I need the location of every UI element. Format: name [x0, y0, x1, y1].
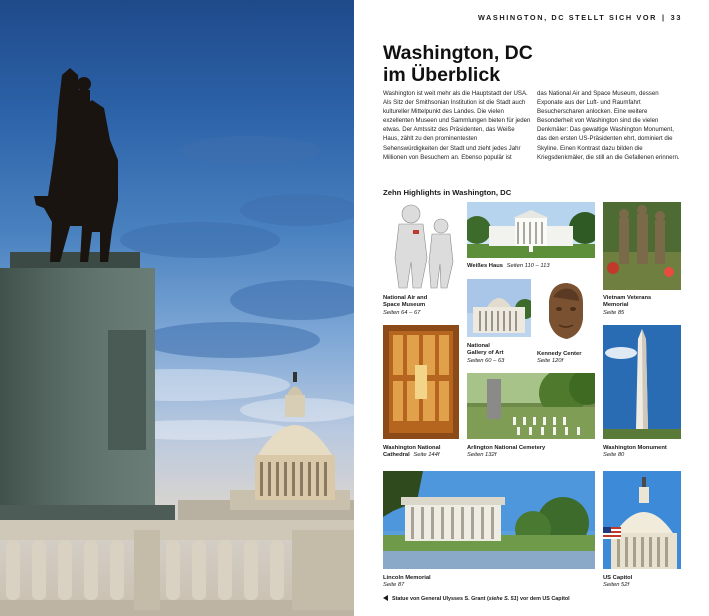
vietnam-veterans-memorial-caption	[603, 295, 651, 317]
vietnam-name-2: Memorial	[603, 302, 629, 309]
kennedy-center-photo	[537, 279, 595, 345]
cathedral-name-1: Washington National	[383, 445, 441, 451]
vietnam-name-1: Vietnam Veterans	[603, 295, 652, 301]
air-space-museum-pages: Seiten 64 – 67	[383, 309, 421, 316]
white-house-caption	[467, 263, 550, 270]
white-house-pages: Seiten 110 – 113	[506, 263, 550, 269]
lincoln-name: Lincoln Memorial	[383, 575, 431, 581]
us-capitol-caption	[603, 575, 632, 590]
air-space-museum-caption	[383, 295, 427, 317]
national-cathedral-photo	[383, 325, 459, 439]
photo-credit-ref: siehe S. 51	[488, 596, 517, 602]
air-space-museum-name-1: National Air and	[383, 295, 428, 301]
arlington-cemetery-photo	[467, 373, 595, 439]
monument-name: Washington Monument	[603, 445, 667, 451]
separator: |	[662, 13, 666, 22]
cover-photo	[0, 0, 354, 616]
page-title	[383, 42, 683, 86]
page-title-line-2: im Überblick	[383, 64, 501, 86]
cathedral-pages: Seite 144f	[413, 452, 440, 459]
lincoln-pages: Seite 87	[383, 582, 405, 589]
arlington-pages: Seiten 132f	[467, 452, 497, 459]
gallery-pages: Seiten 60 – 63	[467, 357, 505, 364]
washington-monument-caption	[603, 445, 667, 460]
lincoln-memorial-photo	[383, 471, 595, 569]
national-gallery-photo	[467, 279, 531, 337]
intro-column-1: Washington ist weit mehr als die Hauptstadt der USA. Als Sitz der Smithsonian Institution ist die Stadt auch kultureller Mittelpunkt des Landes. Die vielen exzellenten Museen und Sammlungen bieten für jeden etwas. Der Amtssitz des Präsidenten, das Weiße Haus, zählt zu den prominentesten Sehenswürdigkeiten der Stadt und zieht jedes Jahr Millionen von Besuchern an. Ebenso populär ist	[383, 90, 531, 161]
kennedy-name: Kennedy Center	[537, 351, 582, 357]
capitol-name: US Capitol	[603, 575, 633, 581]
washington-monument-photo	[603, 325, 681, 439]
air-space-museum-name-2: Space Museum	[383, 302, 426, 309]
gallery-name-1: National	[467, 343, 490, 349]
balustrade	[0, 520, 354, 616]
cathedral-name-2: Cathedral	[383, 452, 410, 459]
triangle-left-icon	[383, 595, 388, 601]
lincoln-memorial-caption	[383, 575, 431, 590]
flag	[603, 527, 621, 539]
arlington-name: Arlington National Cemetery	[467, 445, 546, 451]
grant-statue-capitol-illustration	[0, 0, 354, 616]
kennedy-pages: Seite 120f	[537, 358, 564, 365]
vietnam-pages: Seite 85	[603, 309, 625, 316]
national-cathedral-caption	[383, 445, 440, 460]
photo-credit	[383, 595, 570, 602]
highlights-heading: Zehn Highlights in Washington, DC	[383, 188, 512, 197]
arlington-cemetery-caption	[467, 445, 545, 460]
intro-column-2: das National Air and Space Museum, dessen Exponate aus der Luft- und Raumfahrt Besucherscharen anlocken. Eine weitere Besonderheit von Washington sind die vielen Denkmäler: Das gewaltige Washington Monument, das den ersten US-Präsidenten ehrt, dominiert die Skyline. Einen Kontrast dazu bilden die Kriegsdenkmäler, die still an die Gefallenen erinnern.	[537, 90, 680, 161]
air-space-museum-photo	[383, 202, 463, 290]
white-house-name: Weißes Haus	[467, 263, 503, 269]
gallery-name-2: Gallery of Art	[467, 350, 504, 357]
vietnam-veterans-memorial-photo	[603, 202, 681, 290]
statue-pedestal	[0, 252, 175, 523]
capitol-pages: Seiten 52f	[603, 582, 630, 589]
grant-statue	[34, 68, 118, 262]
national-gallery-caption	[467, 343, 504, 365]
page-title-line-1: Washington, DC	[383, 42, 533, 64]
page-number: 33	[670, 13, 682, 22]
section-title: WASHINGTON, DC STELLT SICH VOR	[477, 13, 658, 22]
white-house-photo	[467, 202, 595, 258]
running-head	[470, 13, 682, 27]
us-capitol-photo	[603, 471, 681, 569]
photo-credit-text-1: Statue von General Ulysses S. Grant (	[392, 596, 489, 602]
monument-pages: Seite 80	[603, 452, 625, 459]
photo-credit-text-2: ) vor dem US Capitol	[516, 596, 570, 602]
kennedy-center-caption	[537, 351, 581, 366]
